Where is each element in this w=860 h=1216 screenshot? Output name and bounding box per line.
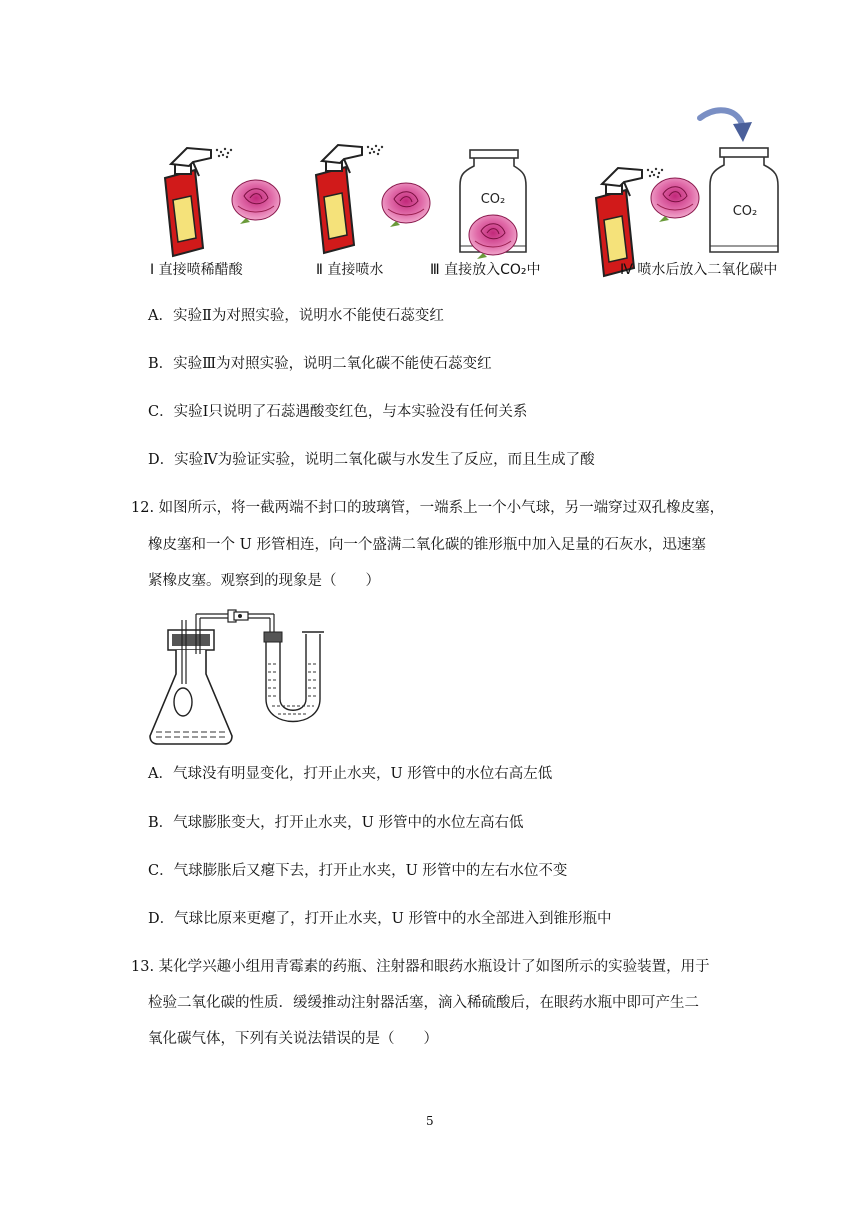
flower-icon	[232, 180, 280, 224]
q12-option-c: C．气球膨胀后又瘪下去，打开止水夹，U 形管中的左右水位不变	[148, 863, 568, 879]
q13-stem-line-3: 氧化碳气体，下列有关说法错误的是（ ）	[148, 1031, 438, 1047]
q12-stem-line-1: 12. 如图所示，将一截两端不封口的玻璃管，一端系上一个小气球，另一端穿过双孔橡皮塞，	[131, 500, 725, 516]
caption-experiment-2: Ⅱ 直接喷水	[316, 262, 384, 278]
q13-stem-line-1: 13. 某化学兴趣小组用青霉素的药瓶、注射器和眼药水瓶设计了如图所示的实验装置，用于	[131, 959, 710, 975]
co2-jar-icon	[710, 148, 778, 252]
page-number: 5	[426, 1114, 434, 1128]
q11-option-b: B．实验Ⅲ为对照实验，说明二氧化碳不能使石蕊变红	[148, 356, 492, 372]
jar-label: CO₂	[732, 204, 758, 219]
q12-option-d: D．气球比原来更瘪了，打开止水夹，U 形管中的水全部进入到锥形瓶中	[148, 911, 612, 927]
caption-experiment-1: Ⅰ 直接喷稀醋酸	[150, 262, 243, 278]
flask-apparatus-figure	[140, 604, 340, 749]
q12-stem-line-2: 橡皮塞和一个 U 形管相连，向一个盛满二氧化碳的锥形瓶中加入足量的石灰水，迅速塞	[148, 537, 706, 553]
q11-option-d: D．实验Ⅳ为验证实验，说明二氧化碳与水发生了反应，而且生成了酸	[148, 452, 595, 468]
q12-option-b: B．气球膨胀变大，打开止水夹，U 形管中的水位左高右低	[148, 815, 524, 831]
sprayer-icon	[165, 148, 232, 256]
q11-option-a: A．实验Ⅱ为对照实验，说明水不能使石蕊变红	[148, 308, 444, 324]
flower-icon	[382, 183, 430, 227]
q12-stem-line-3: 紧橡皮塞。观察到的现象是（ ）	[148, 573, 380, 589]
flower-icon	[651, 178, 699, 222]
curved-arrow-icon	[700, 110, 752, 142]
sprayer-icon	[316, 145, 383, 253]
jar-label: CO₂	[480, 192, 506, 207]
caption-experiment-3: Ⅲ 直接放入CO₂中	[430, 262, 541, 278]
q11-option-c: C．实验Ⅰ只说明了石蕊遇酸变红色，与本实验没有任何关系	[148, 404, 528, 420]
q12-option-a: A．气球没有明显变化，打开止水夹，U 形管中的水位右高左低	[148, 766, 553, 782]
caption-experiment-4: Ⅳ 喷水后放入二氧化碳中	[620, 262, 778, 278]
balloon-icon	[174, 688, 192, 716]
q13-stem-line-2: 检验二氧化碳的性质．缓缓推动注射器活塞，滴入稀硫酸后，在眼药水瓶中即可产生二	[148, 995, 699, 1011]
